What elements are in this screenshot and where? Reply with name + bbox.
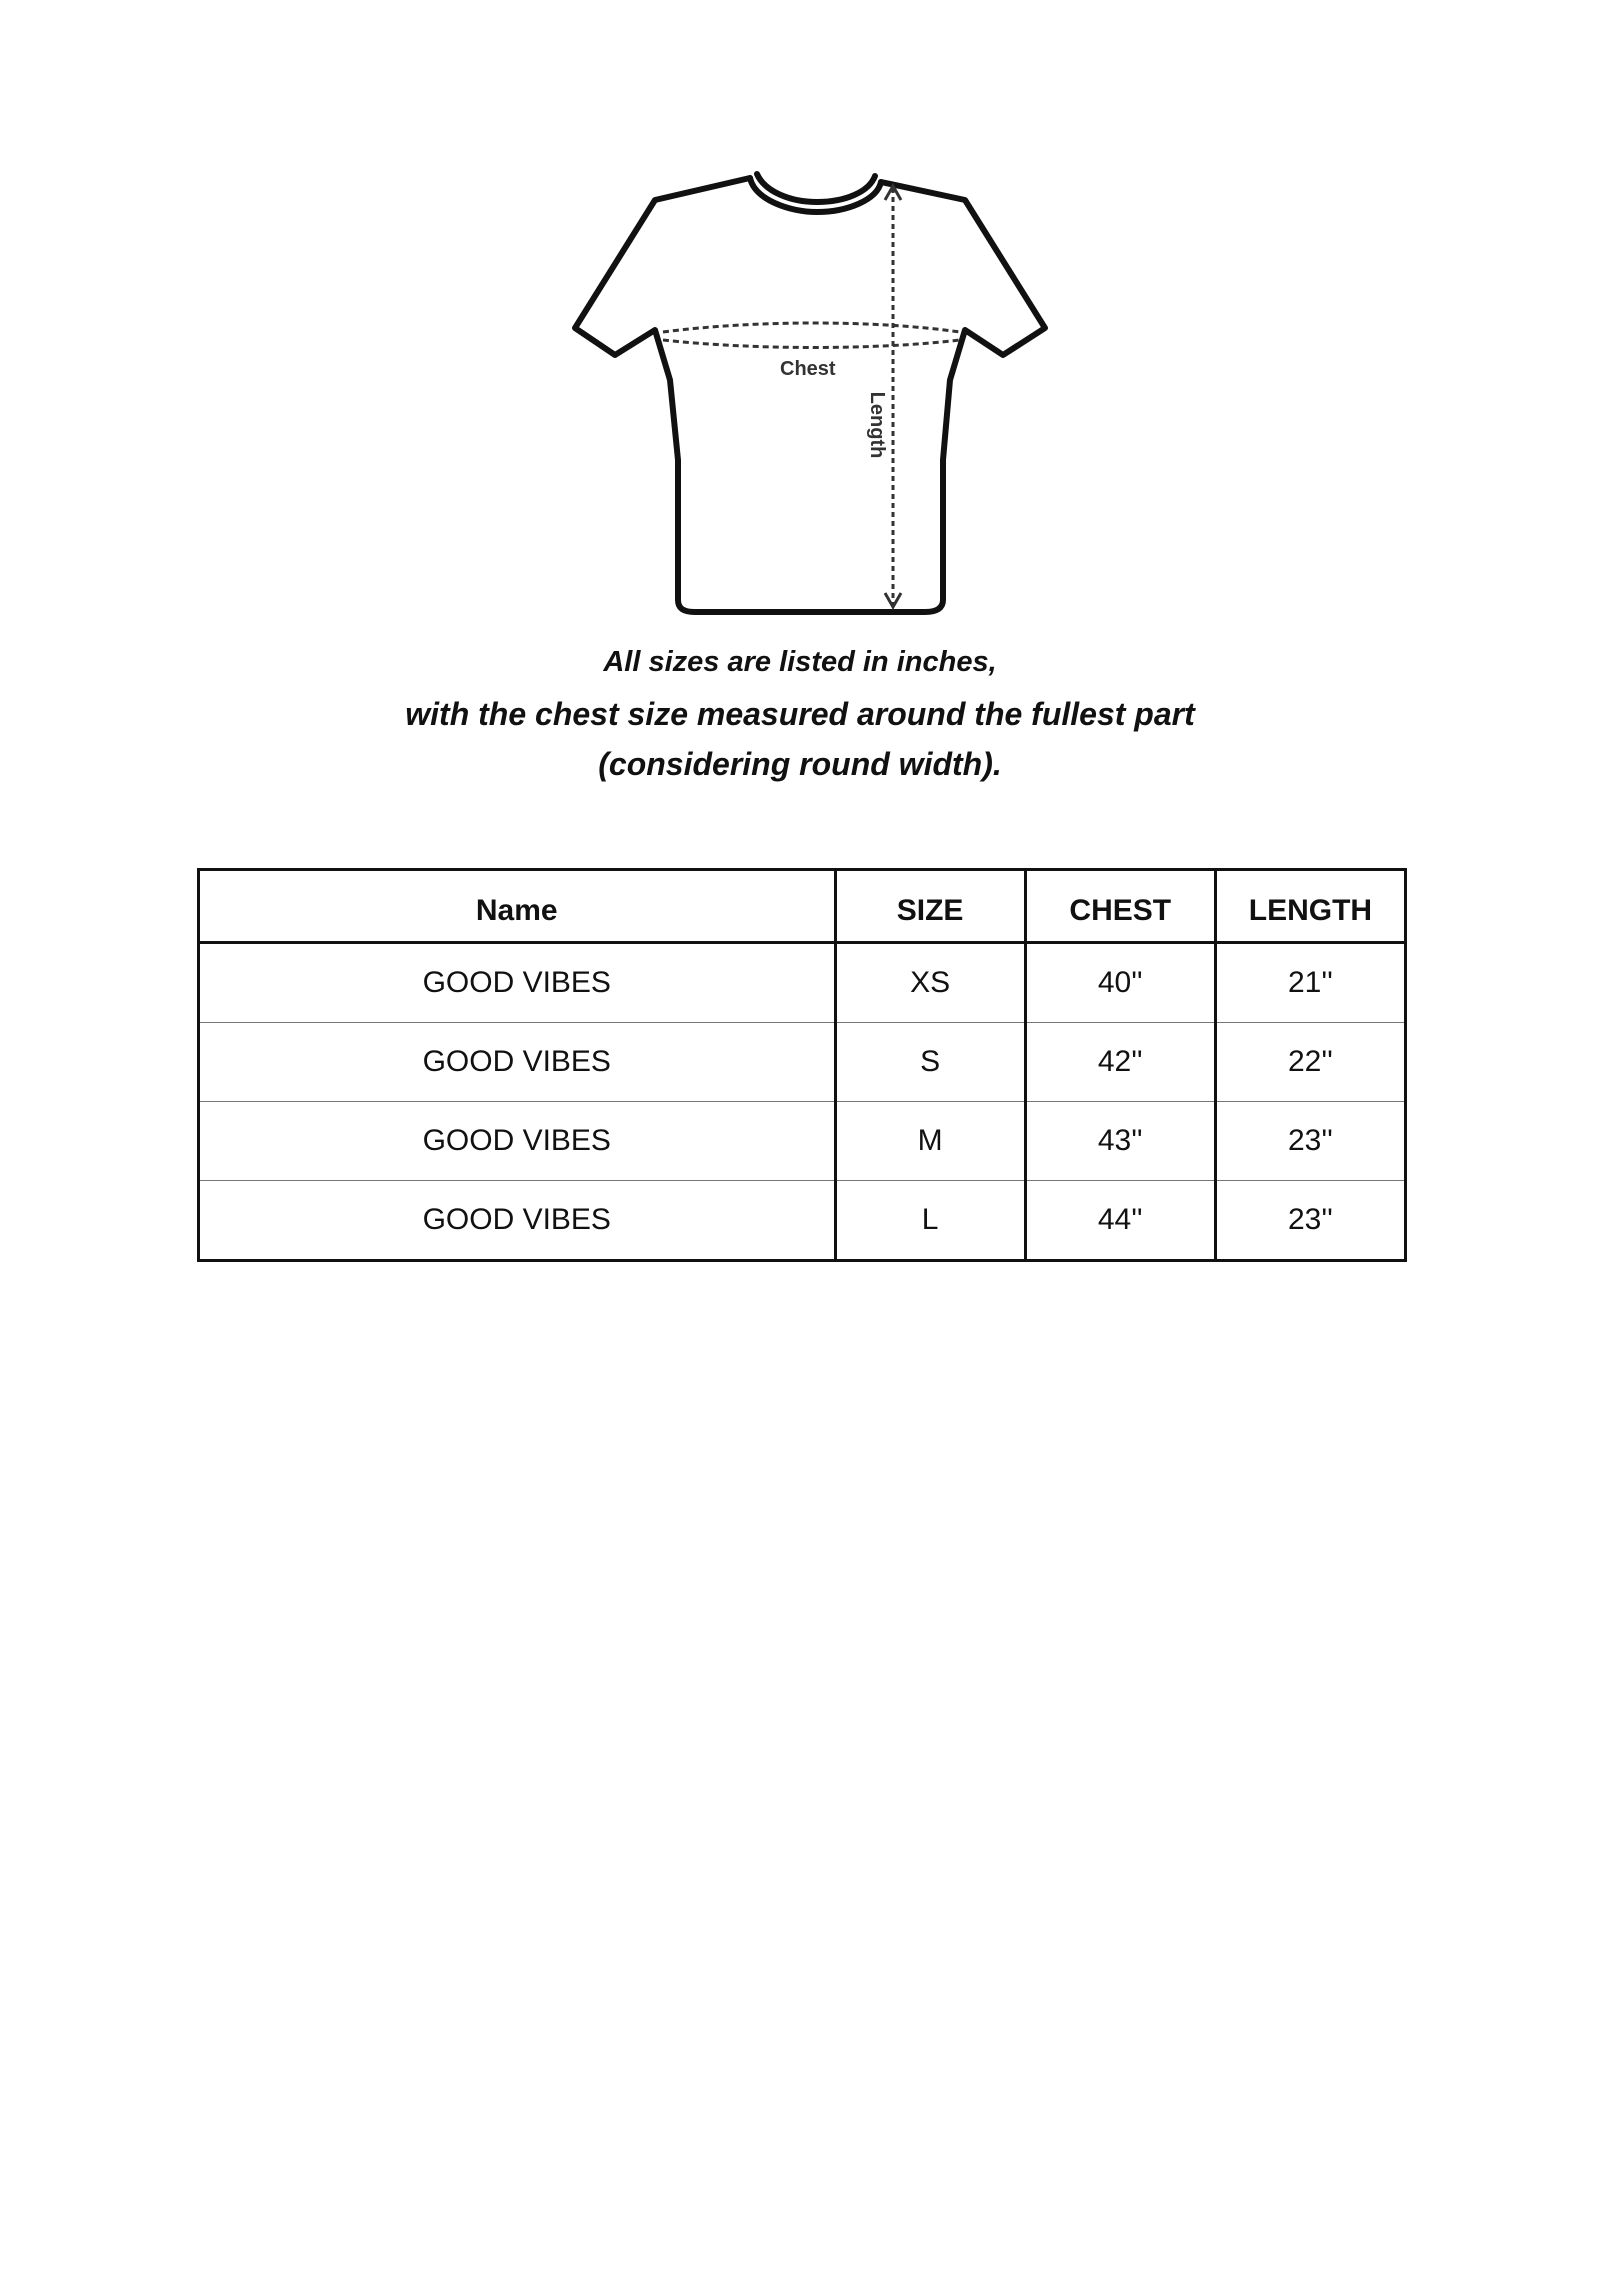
caption-line-2: with the chest size measured around the fullest part: [405, 696, 1195, 732]
cell-length: 21'': [1215, 943, 1405, 1023]
header-length: LENGTH: [1215, 870, 1405, 943]
cell-length: 23'': [1215, 1181, 1405, 1261]
cell-chest: 44'': [1025, 1181, 1215, 1261]
size-chart-table: [197, 868, 1407, 1262]
cell-name: GOOD VIBES: [199, 943, 836, 1023]
cell-length: 22'': [1215, 1023, 1405, 1102]
length-label: Length: [866, 391, 888, 459]
header-size: SIZE: [835, 870, 1025, 943]
cell-size: S: [835, 1023, 1025, 1102]
table-row: [199, 1023, 1406, 1102]
cell-name: GOOD VIBES: [199, 1102, 836, 1181]
table-row: [199, 1181, 1406, 1261]
caption-line-1: All sizes are listed in inches,: [603, 646, 997, 678]
tshirt-outline: [575, 174, 1045, 612]
cell-chest: 40'': [1025, 943, 1215, 1023]
chest-label: Chest: [780, 358, 836, 380]
table-row: [199, 1102, 1406, 1181]
caption-line-3: (considering round width).: [598, 746, 1002, 782]
tshirt-measurement-diagram: [555, 160, 1065, 630]
header-chest: CHEST: [1025, 870, 1215, 943]
table-header-row: [199, 870, 1406, 943]
cell-chest: 43'': [1025, 1102, 1215, 1181]
cell-length: 23'': [1215, 1102, 1405, 1181]
cell-chest: 42'': [1025, 1023, 1215, 1102]
cell-size: M: [835, 1102, 1025, 1181]
cell-size: XS: [835, 943, 1025, 1023]
chest-measure-line: [663, 323, 960, 348]
cell-size: L: [835, 1181, 1025, 1261]
header-name: Name: [199, 870, 836, 943]
cell-name: GOOD VIBES: [199, 1023, 836, 1102]
table-row: [199, 943, 1406, 1023]
cell-name: GOOD VIBES: [199, 1181, 836, 1261]
